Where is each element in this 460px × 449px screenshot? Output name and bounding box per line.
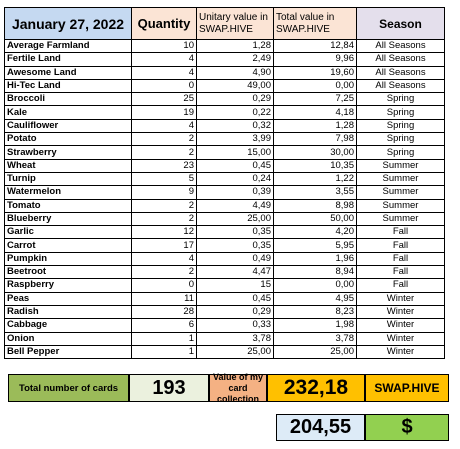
card-season: Fall — [357, 266, 445, 279]
card-name: Tomato — [5, 199, 132, 212]
card-quantity: 4 — [132, 53, 197, 66]
card-quantity: 0 — [132, 279, 197, 292]
card-season: All Seasons — [357, 66, 445, 79]
card-season: Fall — [357, 252, 445, 265]
card-total-value: 5,95 — [274, 239, 357, 252]
card-unit-value: 0,29 — [197, 305, 274, 318]
card-total-value: 0,00 — [274, 279, 357, 292]
card-unit-value: 49,00 — [197, 79, 274, 92]
card-name: Hi-Tec Land — [5, 79, 132, 92]
card-total-value: 4,95 — [274, 292, 357, 305]
card-name: Fertile Land — [5, 53, 132, 66]
card-name: Kale — [5, 106, 132, 119]
card-unit-value: 0,49 — [197, 252, 274, 265]
card-name: Radish — [5, 305, 132, 318]
card-season: Winter — [357, 319, 445, 332]
card-quantity: 2 — [132, 199, 197, 212]
card-quantity: 2 — [132, 266, 197, 279]
card-quantity: 6 — [132, 319, 197, 332]
card-total-value: 12,84 — [274, 40, 357, 53]
card-quantity: 17 — [132, 239, 197, 252]
card-unit-value: 4,47 — [197, 266, 274, 279]
table-row — [5, 133, 445, 146]
table-row — [5, 266, 445, 279]
card-name: Wheat — [5, 159, 132, 172]
card-name: Broccoli — [5, 93, 132, 106]
card-unit-value: 15 — [197, 279, 274, 292]
card-quantity: 4 — [132, 119, 197, 132]
card-total-value: 0,00 — [274, 79, 357, 92]
card-quantity: 11 — [132, 292, 197, 305]
table-row — [5, 93, 445, 106]
card-name: Bell Pepper — [5, 345, 132, 358]
card-total-value: 10,35 — [274, 159, 357, 172]
card-name: Garlic — [5, 226, 132, 239]
card-name: Onion — [5, 332, 132, 345]
card-season: Fall — [357, 226, 445, 239]
season-header: Season — [357, 8, 445, 40]
header-row — [5, 8, 445, 40]
card-total-value: 7,98 — [274, 133, 357, 146]
card-unit-value: 4,90 — [197, 66, 274, 79]
card-unit-value: 2,49 — [197, 53, 274, 66]
card-quantity: 12 — [132, 226, 197, 239]
card-total-value: 8,23 — [274, 305, 357, 318]
card-season: All Seasons — [357, 53, 445, 66]
card-name: Strawberry — [5, 146, 132, 159]
table-row — [5, 305, 445, 318]
card-total-value: 7,25 — [274, 93, 357, 106]
card-quantity: 1 — [132, 345, 197, 358]
card-total-value: 4,18 — [274, 106, 357, 119]
card-name: Average Farmland — [5, 40, 132, 53]
table-row — [5, 345, 445, 358]
card-name: Raspberry — [5, 279, 132, 292]
card-unit-value: 0,33 — [197, 319, 274, 332]
card-total-value: 19,60 — [274, 66, 357, 79]
card-quantity: 5 — [132, 172, 197, 185]
card-total-value: 3,55 — [274, 186, 357, 199]
card-unit-value: 4,49 — [197, 199, 274, 212]
card-total-value: 8,98 — [274, 199, 357, 212]
usd-value: 204,55 — [276, 414, 365, 441]
card-name: Pumpkin — [5, 252, 132, 265]
card-unit-value: 0,29 — [197, 93, 274, 106]
table-row — [5, 159, 445, 172]
table-row — [5, 40, 445, 53]
card-quantity: 10 — [132, 40, 197, 53]
table-row — [5, 226, 445, 239]
card-total-value: 50,00 — [274, 212, 357, 225]
total-cards-label: Total number of cards — [8, 374, 129, 402]
card-season: Winter — [357, 292, 445, 305]
table-row — [5, 172, 445, 185]
card-season: Summer — [357, 159, 445, 172]
usd-unit: $ — [365, 414, 449, 441]
card-unit-value: 3,99 — [197, 133, 274, 146]
card-season: Spring — [357, 146, 445, 159]
table-row — [5, 119, 445, 132]
card-total-value: 8,94 — [274, 266, 357, 279]
table-row — [5, 292, 445, 305]
card-quantity: 28 — [132, 305, 197, 318]
collection-unit: SWAP.HIVE — [365, 374, 449, 402]
card-season: Fall — [357, 239, 445, 252]
card-name: Awesome Land — [5, 66, 132, 79]
card-name: Potato — [5, 133, 132, 146]
table-row — [5, 332, 445, 345]
card-season: Winter — [357, 332, 445, 345]
card-quantity: 2 — [132, 133, 197, 146]
card-season: All Seasons — [357, 40, 445, 53]
card-season: Spring — [357, 119, 445, 132]
collection-value-label: Value of my card collection — [209, 374, 267, 402]
card-total-value: 30,00 — [274, 146, 357, 159]
card-name: Carrot — [5, 239, 132, 252]
card-season: Fall — [357, 279, 445, 292]
card-total-value: 25,00 — [274, 345, 357, 358]
card-season: All Seasons — [357, 79, 445, 92]
table-row — [5, 186, 445, 199]
card-quantity: 0 — [132, 79, 197, 92]
card-name: Cabbage — [5, 319, 132, 332]
table-row — [5, 199, 445, 212]
card-quantity: 25 — [132, 93, 197, 106]
collection-value: 232,18 — [267, 374, 365, 402]
card-total-value: 1,22 — [274, 172, 357, 185]
card-unit-value: 0,22 — [197, 106, 274, 119]
card-season: Spring — [357, 106, 445, 119]
table-row — [5, 53, 445, 66]
card-season: Summer — [357, 212, 445, 225]
date-header: January 27, 2022 — [5, 8, 132, 40]
card-total-value: 9,96 — [274, 53, 357, 66]
card-unit-value: 25,00 — [197, 345, 274, 358]
card-quantity: 4 — [132, 66, 197, 79]
table-row — [5, 279, 445, 292]
card-quantity: 19 — [132, 106, 197, 119]
card-unit-value: 0,39 — [197, 186, 274, 199]
card-unit-value: 1,28 — [197, 40, 274, 53]
card-quantity: 4 — [132, 252, 197, 265]
table-row — [5, 252, 445, 265]
card-quantity: 9 — [132, 186, 197, 199]
card-unit-value: 15,00 — [197, 146, 274, 159]
card-season: Spring — [357, 133, 445, 146]
card-unit-value: 0,35 — [197, 226, 274, 239]
total-cards-value: 193 — [129, 374, 209, 402]
table-row — [5, 212, 445, 225]
card-quantity: 1 — [132, 332, 197, 345]
card-quantity: 23 — [132, 159, 197, 172]
card-unit-value: 3,78 — [197, 332, 274, 345]
card-total-value: 3,78 — [274, 332, 357, 345]
card-name: Peas — [5, 292, 132, 305]
card-unit-value: 0,35 — [197, 239, 274, 252]
card-season: Winter — [357, 305, 445, 318]
table-row — [5, 79, 445, 92]
card-name: Watermelon — [5, 186, 132, 199]
card-total-value: 1,96 — [274, 252, 357, 265]
card-total-value: 1,98 — [274, 319, 357, 332]
total-value-header: Total value in SWAP.HIVE — [274, 8, 357, 40]
quantity-header: Quantity — [132, 8, 197, 40]
table-row — [5, 146, 445, 159]
card-quantity: 2 — [132, 146, 197, 159]
unitary-value-header: Unitary value in SWAP.HIVE — [197, 8, 274, 40]
card-season: Summer — [357, 186, 445, 199]
card-total-value: 4,20 — [274, 226, 357, 239]
card-unit-value: 0,45 — [197, 292, 274, 305]
card-unit-value: 0,24 — [197, 172, 274, 185]
card-total-value: 1,28 — [274, 119, 357, 132]
card-quantity: 2 — [132, 212, 197, 225]
card-season: Summer — [357, 172, 445, 185]
card-season: Spring — [357, 93, 445, 106]
card-collection-table — [4, 7, 445, 359]
table-row — [5, 319, 445, 332]
table-row — [5, 66, 445, 79]
card-unit-value: 0,45 — [197, 159, 274, 172]
card-name: Cauliflower — [5, 119, 132, 132]
table-row — [5, 239, 445, 252]
card-season: Summer — [357, 199, 445, 212]
table-row — [5, 106, 445, 119]
card-season: Winter — [357, 345, 445, 358]
card-name: Turnip — [5, 172, 132, 185]
card-name: Blueberry — [5, 212, 132, 225]
card-unit-value: 25,00 — [197, 212, 274, 225]
card-unit-value: 0,32 — [197, 119, 274, 132]
card-name: Beetroot — [5, 266, 132, 279]
